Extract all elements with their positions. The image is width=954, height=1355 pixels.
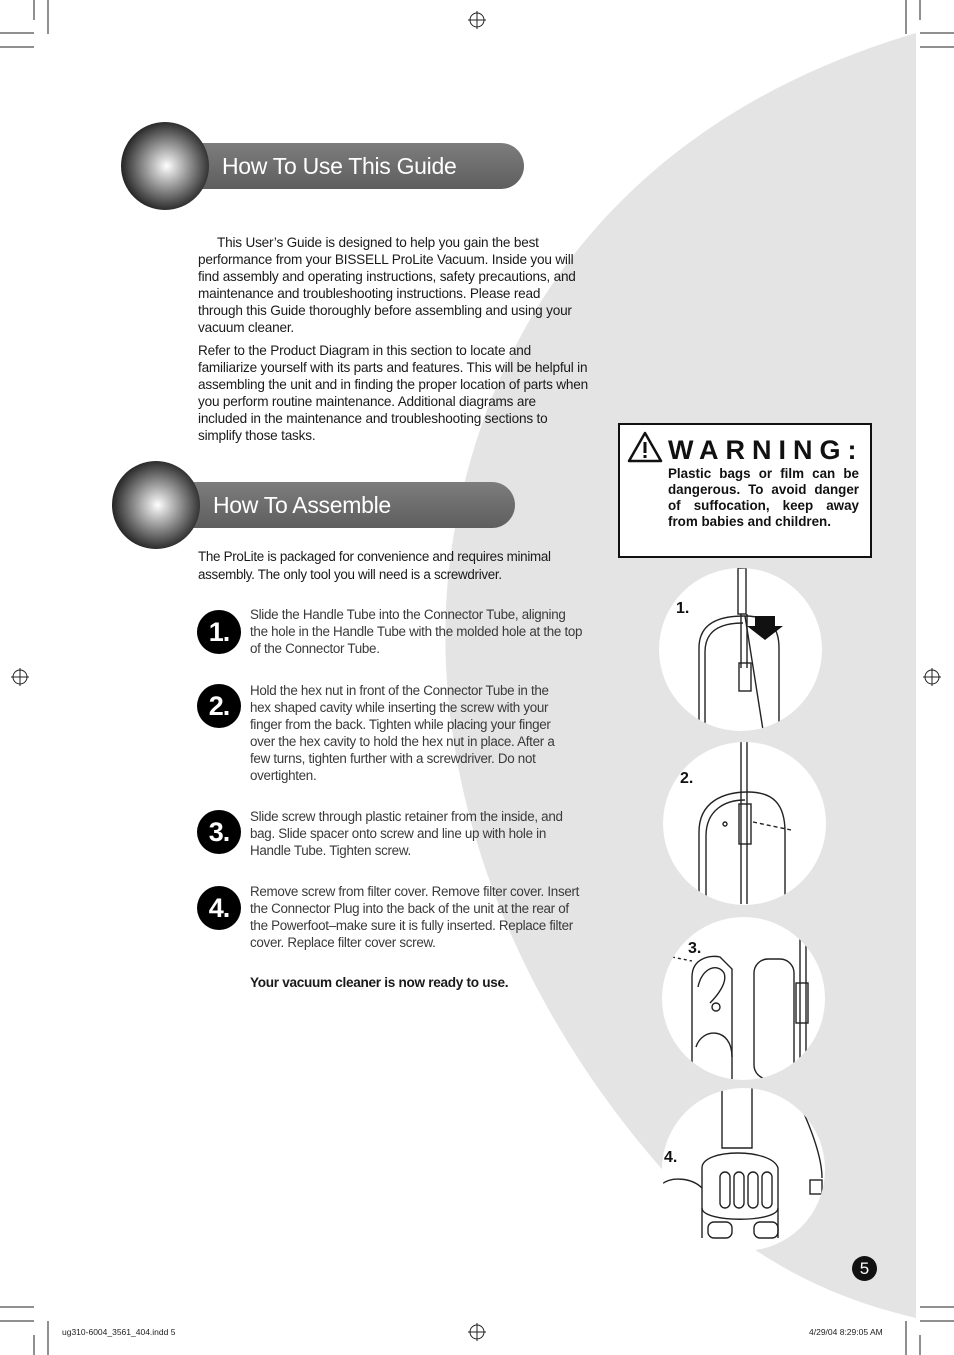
- illustration-label-3: 3.: [688, 940, 702, 957]
- step-text-4: Remove screw from filter cover. Remove filter cover. Insert the Connector Plug into the back of the unit at the rear of the Powerfoot–make sure it is fully inserted. Replace filter cover. Replace filter cover screw.: [250, 884, 580, 950]
- vacuum-screw-illustration: [663, 742, 826, 905]
- step-text-3: Slide screw through plastic retainer from the inside, and bag. Slide spacer onto screw and line up with hole in Handle Tube. Tighten screw.: [250, 809, 563, 858]
- section-orb-icon: [112, 461, 200, 549]
- illustration-label-4: 4.: [664, 1149, 678, 1166]
- powerfoot-connector-illustration: [662, 1088, 825, 1251]
- ready-statement: Your vacuum cleaner is now ready to use.: [250, 975, 509, 990]
- assemble-intro: The ProLite is packaged for convenience and requires minimal assembly. The only tool you will need is a screwdriver.: [198, 549, 551, 582]
- illustration-3: [662, 917, 825, 1080]
- bag-retainer-illustration: [662, 917, 825, 1080]
- illustration-1: [659, 568, 822, 731]
- illustration-label-2: 2.: [680, 770, 694, 787]
- warning-title: WARNING:: [668, 435, 864, 465]
- step-badge-2: 2.: [197, 684, 241, 728]
- intro-text: [198, 234, 588, 450]
- illustration-4: [662, 1088, 825, 1251]
- section-header-use-guide: [190, 143, 524, 189]
- vacuum-handle-illustration: [659, 568, 822, 731]
- illustration-2: [663, 742, 826, 905]
- intro-paragraph-1: This User’s Guide is designed to help you gain the best performance from your BISSELL ProLite Vacuum. Inside you will find assembly and operating instructions, safety precautions, and maintenance and troubleshooting instructions. Please read through this Guide thoroughly before assembling and using your vacuum cleaner.: [198, 235, 576, 335]
- warning-body: Plastic bags or film can be dangerous. To avoid danger of suffocation, keep away from babies and children.: [668, 466, 859, 529]
- step-badge-1: 1.: [197, 610, 241, 654]
- warning-box: [618, 423, 872, 558]
- section-orb-icon: [121, 122, 209, 210]
- step-badge-3: 3.: [197, 810, 241, 854]
- section-heading-assemble: How To Assemble: [213, 492, 391, 518]
- step-text-1: Slide the Handle Tube into the Connector Tube, aligning the hole in the Handle Tube with the molded hole at the top of the Connector Tube.: [250, 607, 583, 656]
- intro-paragraph-2: Refer to the Product Diagram in this section to locate and familiarize yourself with its parts and features. This will be helpful in assembling the unit and in finding the proper location of parts when you perform routine maintenance. Additional diagrams are included in the maintenance and troubleshooting sections to simplify those tasks.: [198, 343, 588, 443]
- section-header-assemble: [182, 482, 515, 528]
- step-badge-4: 4.: [197, 886, 241, 930]
- step-text-2: Hold the hex nut in front of the Connector Tube in the hex shaped cavity while inserting the screw with your finger from the back. Tighten while placing your finger over the hex cavity to hold the hex nut in place. After a few turns, tighten further with a screwdriver. Do not overtighten.: [250, 683, 555, 783]
- page-number: 5: [852, 1256, 877, 1281]
- warning-triangle-icon: [627, 431, 663, 463]
- footer-timestamp: 4/29/04 8:29:05 AM: [809, 1327, 883, 1337]
- section-heading-use-guide: How To Use This Guide: [222, 153, 457, 179]
- illustration-label-1: 1.: [676, 600, 690, 617]
- footer-file-name: ug310-6004_3561_404.indd 5: [62, 1327, 176, 1337]
